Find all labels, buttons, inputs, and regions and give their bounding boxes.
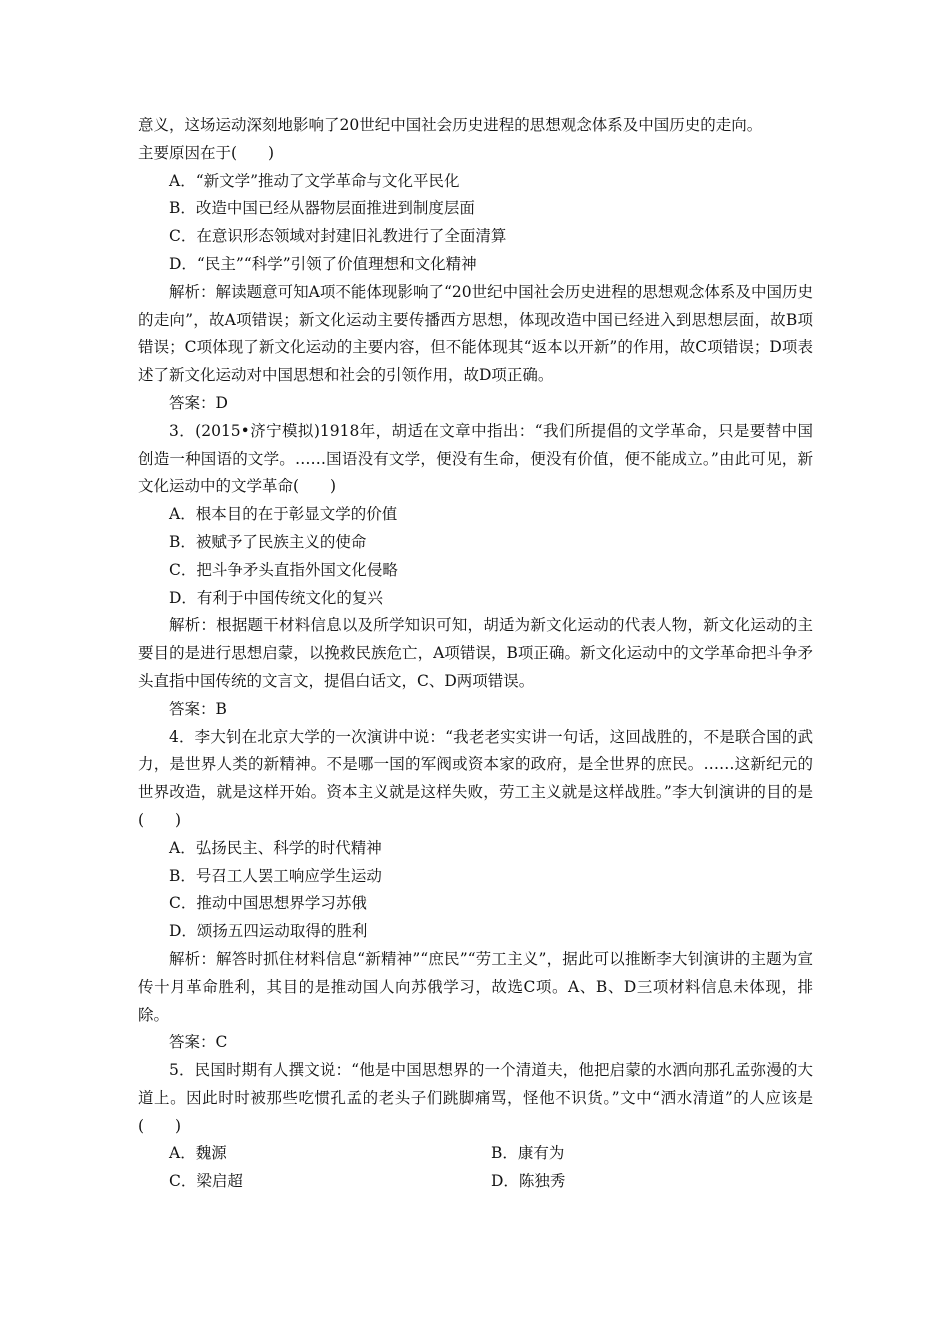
q2-option-a: A．“新文学”推动了文学革命与文化平民化: [169, 171, 460, 190]
q4-option-c: C．推动中国思想界学习苏俄: [169, 894, 367, 913]
q4-option-a: A．弘扬民主、科学的时代精神: [169, 838, 382, 857]
q2-option-b: B．改造中国已经从器物层面推进到制度层面: [169, 199, 475, 218]
q2-analysis: 解析：解读题意可知A项不能体现影响了“20世纪中国社会历史进程的思想观念体系及中国历史的走向”，故A项错误；新文化运动主要传播西方思想，体现改造中国已经进入到思想层面，故B项错误；C项体现了新文化运动的主要内容，但不能体现其“返本以开新”的作用，故C项错误；D项表述了新文化运动对中国思想和社会的引领作用，故D项正确。: [138, 282, 814, 385]
q2-option-d: D．“民主”“科学”引领了价值理想和文化精神: [169, 254, 477, 273]
intro-line-1: 意义，这场运动深刻地影响了20世纪中国社会历史进程的思想观念体系及中国历史的走向。: [138, 116, 763, 134]
q2-answer: 答案：D: [169, 393, 228, 412]
q5-option-c: C．梁启超: [169, 1172, 243, 1191]
q4-stem: 4．李大钊在北京大学的一次演讲中说：“我老老实实讲一句话，这回战胜的，不是联合国的武力，是世界人类的新精神。不是哪一国的军阀或资本家的政府，是全世界的庶民。……这新纪元的世界改造，就是这样开始。资本主义就是这样失败，劳工主义就是这样战胜。”李大钊演讲的目的是( ): [138, 727, 813, 829]
q4-answer: 答案：C: [169, 1033, 228, 1052]
q4-option-d: D．颂扬五四运动取得的胜利: [169, 922, 368, 941]
q3-option-b: B．被赋予了民族主义的使命: [169, 532, 367, 551]
intro-line-2: 主要原因在于( ): [138, 143, 275, 162]
q4-analysis: 解析：解答时抓住材料信息“新精神”“庶民”“劳工主义”，据此可以推断李大钊演讲的主题为宣传十月革命胜利，其目的是推动国人向苏俄学习，故选C项。A、B、D三项材料信息未体现，排除。: [138, 949, 813, 1024]
q5-option-d: D．陈独秀: [491, 1172, 566, 1191]
q5-options-row-1: [138, 1140, 813, 1168]
q5-option-a: A．魏源: [169, 1144, 227, 1163]
q5-options-row-2: [138, 1168, 813, 1196]
q4-option-b: B．号召工人罢工响应学生运动: [169, 866, 382, 885]
q3-analysis: 解析：根据题干材料信息以及所学知识可知，胡适为新文化运动的代表人物，新文化运动的主要目的是进行思想启蒙，以挽救民族危亡，A项错误，B项正确。新文化运动中的文学革命把斗争矛头直指中国传统的文言文，提倡白话文，C、D两项错误。: [138, 616, 813, 690]
q3-option-d: D．有利于中国传统文化的复兴: [169, 588, 383, 607]
q2-option-c: C．在意识形态领域对封建旧礼教进行了全面清算: [169, 227, 507, 246]
q3-answer: 答案：B: [169, 699, 227, 718]
q3-option-a: A．根本目的在于彰显文学的价值: [169, 505, 398, 524]
q3-stem: 3．(2015•济宁模拟)1918年，胡适在文章中指出：“我们所提倡的文学革命，只是要替中国创造一种国语的文学。……国语没有文学，便没有生命，便没有价值，便不能成立。”由此可见，新文化运动中的文学革命( ): [138, 421, 813, 496]
document-page: [138, 112, 813, 1196]
q3-option-c: C．把斗争矛头直指外国文化侵略: [169, 560, 398, 579]
q5-option-b: B．康有为: [491, 1144, 565, 1163]
q5-stem: 5．民国时期有人撰文说：“他是中国思想界的一个清道夫，他把启蒙的水洒向那孔孟弥漫的大道上。因此时时被那些吃惯孔孟的老头子们跳脚痛骂，怪他不识货。”文中“洒水清道”的人应该是( ): [138, 1061, 813, 1135]
